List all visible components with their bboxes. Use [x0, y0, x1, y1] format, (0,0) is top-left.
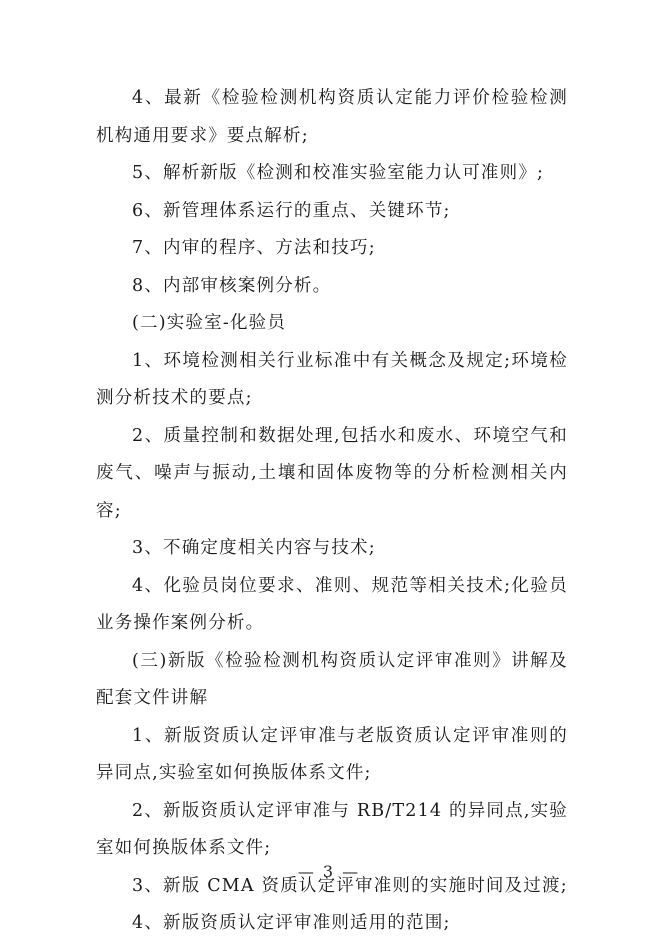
document-body	[96, 80, 568, 943]
section-heading: (二)实验室-化验员	[132, 313, 287, 333]
page-number: — 3 —	[297, 862, 361, 881]
list-item: 5、解析新版《检测和校准实验室能力认可准则》;	[132, 163, 545, 183]
list-item: 2、质量控制和数据处理,包括水和废水、环境空气和废气、噪声与振动,土壤和固体废物等的分析检测相关内容;	[96, 425, 568, 521]
list-item: 6、新管理体系运行的重点、关键环节;	[132, 200, 451, 221]
list-item: 4、化验员岗位要求、准则、规范等相关技术;化验员业务操作案例分析。	[96, 575, 568, 633]
list-item: 3、新版 CMA 资质认定评审准则的实施时间及过渡;	[132, 875, 568, 896]
section-heading: (三)新版《检验检测机构资质认定评审准则》讲解及配套文件讲解	[96, 650, 568, 708]
list-item: 3、不确定度相关内容与技术;	[132, 538, 376, 558]
list-item: 4、新版资质认定评审准则适用的范围;	[132, 913, 451, 933]
list-item: 8、内部审核案例分析。	[132, 275, 332, 296]
list-item: 7、内审的程序、方法和技巧;	[132, 238, 376, 258]
list-item: 4、最新《检验检测机构资质认定能力评价检验检测机构通用要求》要点解析;	[96, 88, 568, 146]
list-item: 1、新版资质认定评审准与老版资质认定评审准则的异同点,实验室如何换版体系文件;	[96, 725, 568, 783]
list-item: 1、环境检测相关行业标准中有关概念及规定;环境检测分析技术的要点;	[96, 350, 568, 408]
list-item: 2、新版资质认定评审准与 RB/T214 的异同点,实验室如何换版体系文件;	[96, 800, 568, 858]
